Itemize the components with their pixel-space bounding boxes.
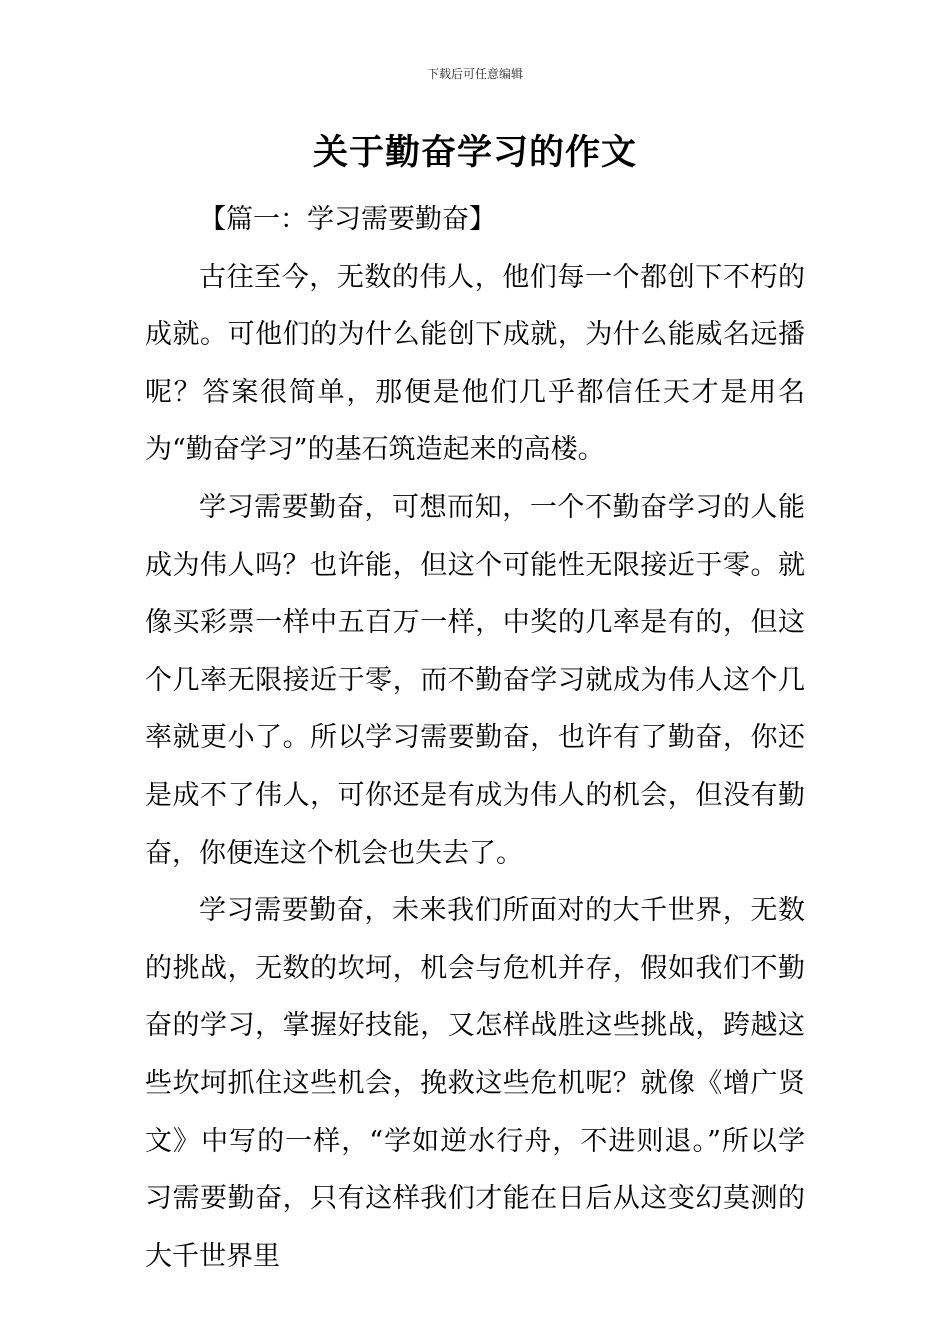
paragraph-2: 学习需要勤奋，可想而知，一个不勤奋学习的人能成为伟人吗？也许能，但这个可能性无限接近于零。就像买彩票一样中五百万一样，中奖的几率是有的，但这个几率无限接近于零，而不勤奋学习就成为伟人这个几率就更小了。所以学习需要勤奋，也许有了勤奋，你还是成不了伟人，可你还是有成为伟人的机会，但没有勤奋，你便连这个机会也失去了。: [145, 491, 805, 869]
paragraph-3: 学习需要勤奋，未来我们所面对的大千世界，无数的挑战，无数的坎坷，机会与危机并存，假如我们不勤奋的学习，掌握好技能，又怎样战胜这些挑战，跨越这些坎坷抓住这些机会，挽救这些危机呢？就像《增广贤文》中写的一样，“学如逆水行舟，不进则退。”所以学习需要勤奋，只有这样我们才能在日后从这变幻莫测的大千世界里: [145, 895, 805, 1272]
document-body: [145, 191, 805, 1285]
section-heading: 【篇一：学习需要勤奋】: [199, 204, 496, 235]
header-note: 下载后可任意编辑: [426, 67, 523, 81]
document-title: 关于勤奋学习的作文: [312, 133, 637, 173]
paragraph-1: 古往至今，无数的伟人，他们每一个都创下不朽的成就。可他们的为什么能创下成就，为什么能威名远播呢？答案很简单，那便是他们几乎都信任天才是用名为“勤奋学习”的基石筑造起来的高楼。: [145, 261, 805, 466]
